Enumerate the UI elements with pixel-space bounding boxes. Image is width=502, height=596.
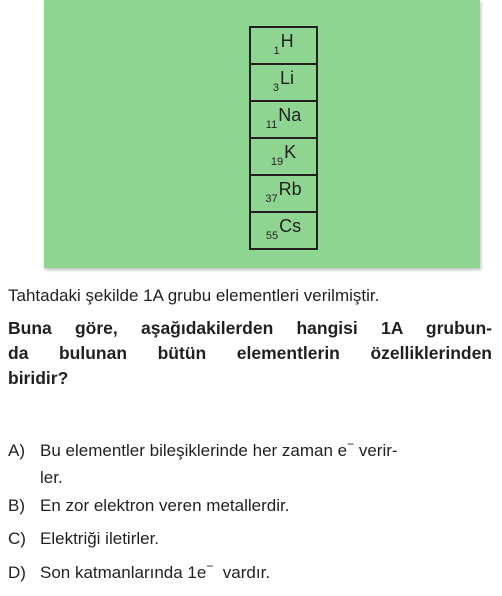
option-text: Son katmanlarında 1e− vardır.: [40, 559, 271, 582]
element-cell-h: [251, 28, 316, 65]
element-cell-na: [251, 102, 316, 139]
element-cell-k: [251, 139, 316, 176]
element-symbol: Rb: [278, 179, 302, 199]
atomic-number: 37: [265, 193, 278, 205]
option-text: Bu elementler bileşiklerinde her zaman e− verir-: [40, 437, 398, 460]
question-line: da bulunan bütün elementlerin özelliklerinden: [8, 343, 492, 363]
option-text: Elektriği iletirler.: [40, 529, 160, 548]
option-d[interactable]: [8, 560, 492, 587]
question-line: Buna göre, aşağıdakilerden hangisi 1A grubun-: [8, 318, 492, 338]
green-board: [44, 0, 480, 268]
question-stem: [8, 316, 492, 391]
element-cell-rb: [251, 176, 316, 213]
element-symbol: H: [280, 31, 294, 51]
atomic-number: 19: [270, 156, 284, 168]
element-symbol: Na: [278, 105, 302, 125]
question-line: biridir?: [8, 368, 69, 388]
atomic-number: 3: [272, 82, 280, 94]
element-column: [249, 26, 318, 250]
option-b[interactable]: [8, 493, 492, 519]
element-symbol: Li: [280, 68, 295, 88]
option-c[interactable]: [8, 526, 492, 552]
option-letter: A): [8, 441, 25, 460]
element-cell-li: [251, 65, 316, 102]
element-cell-cs: [251, 213, 316, 250]
option-a[interactable]: [8, 438, 492, 491]
option-text: En zor elektron veren metallerdir.: [40, 496, 290, 515]
atomic-number: 1: [273, 45, 280, 57]
option-letter: D): [8, 563, 26, 582]
intro-text: Tahtadaki şekilde 1A grubu elementleri verilmiştir.: [8, 286, 380, 305]
option-letter: B): [8, 496, 25, 515]
element-symbol: Cs: [279, 216, 302, 236]
atomic-number: 55: [265, 230, 279, 242]
electron-charge-superscript: −: [347, 437, 355, 451]
option-letter: C): [8, 529, 26, 548]
element-symbol: K: [284, 142, 297, 162]
electron-charge-superscript: −: [206, 559, 214, 573]
option-text-continued: ler.: [40, 468, 63, 487]
atomic-number: 11: [265, 119, 278, 131]
